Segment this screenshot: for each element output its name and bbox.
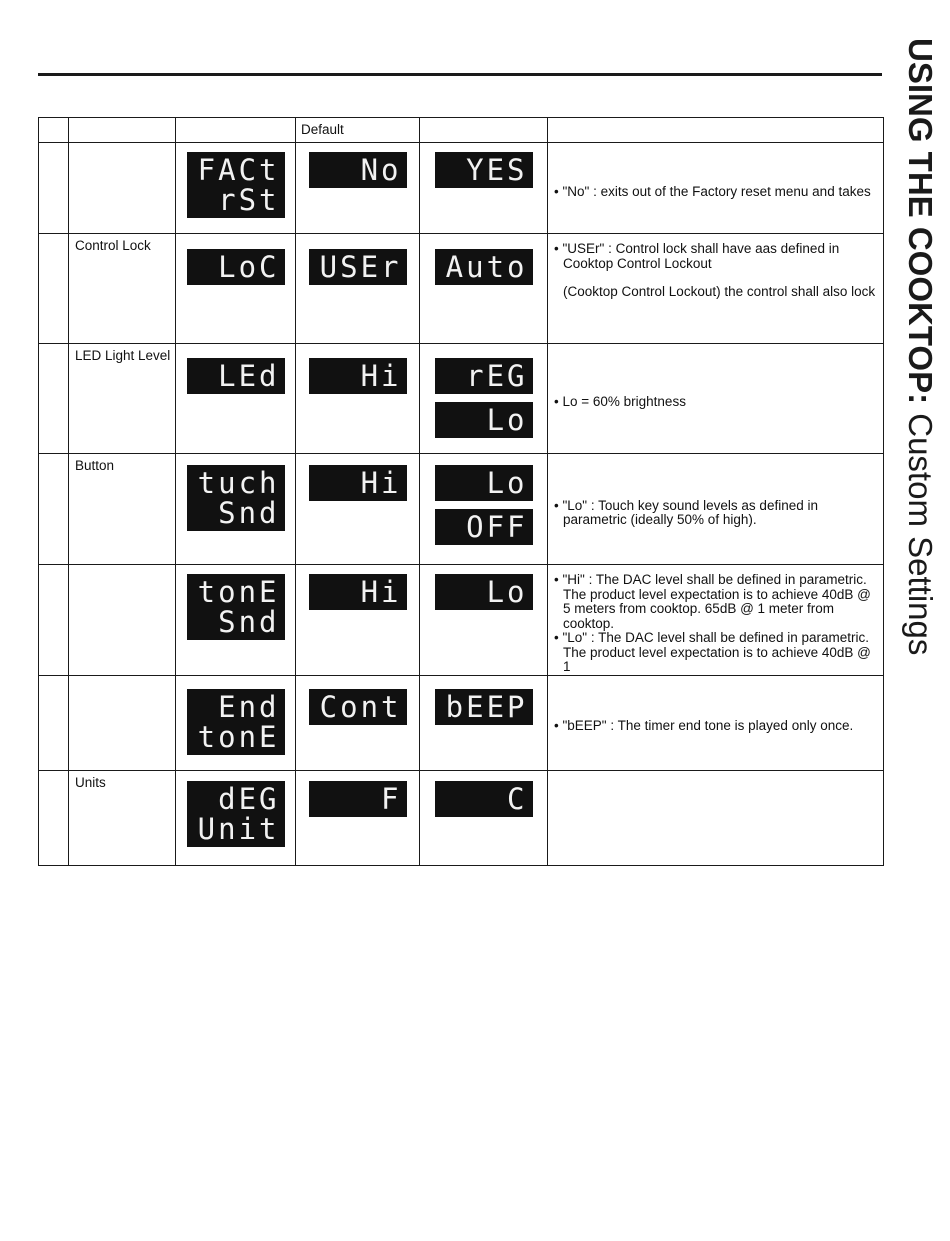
settings-table <box>38 117 884 866</box>
default-value-cell <box>296 143 420 234</box>
setting-name-cell <box>69 143 176 234</box>
description-cell <box>548 234 884 344</box>
default-value-display-line: Hi <box>360 575 402 609</box>
setting-code-display-line: Snd <box>218 496 280 530</box>
default-value-display-line: USEr <box>319 250 402 284</box>
description-gap <box>554 271 877 285</box>
setting-code-display <box>187 249 285 285</box>
setting-code-display <box>187 574 285 640</box>
header-cell <box>420 118 548 143</box>
table-row <box>39 344 884 454</box>
table-row <box>39 234 884 344</box>
header-cell <box>176 118 296 143</box>
setting-code-display <box>187 152 285 218</box>
setting-code-cell <box>176 234 296 344</box>
setting-name: Units <box>75 774 106 790</box>
setting-code-display-line: LoC <box>218 250 280 284</box>
option-values-cell <box>420 770 548 865</box>
default-value-display <box>309 152 407 188</box>
setting-code-wrap <box>176 152 295 218</box>
option-values-wrap <box>420 689 547 725</box>
table-body <box>39 143 884 866</box>
option-value-display-line: Lo <box>486 466 528 500</box>
default-value-cell <box>296 565 420 676</box>
setting-name-cell <box>69 770 176 865</box>
default-value-display <box>309 249 407 285</box>
option-value-display-line: OFF <box>466 510 528 544</box>
table-row <box>39 454 884 565</box>
description-bullet: • "No" : exits out of the Factory reset menu and takes <box>554 185 877 200</box>
option-value-display <box>435 509 533 545</box>
table-row <box>39 143 884 234</box>
option-values-wrap <box>420 249 547 285</box>
table-row <box>39 675 884 770</box>
option-values-wrap <box>420 358 547 438</box>
setting-code-display-line: Unit <box>197 811 280 846</box>
option-values-cell <box>420 344 548 454</box>
option-value-display <box>435 358 533 394</box>
option-value-display-line: C <box>507 781 528 816</box>
option-values-cell <box>420 565 548 676</box>
default-value-display-line: Cont <box>319 689 402 724</box>
row-index-cell <box>39 143 69 234</box>
setting-name-cell <box>69 565 176 676</box>
side-title-light-text: Custom Settings <box>902 413 939 656</box>
option-value-display <box>435 465 533 501</box>
option-value-display <box>435 249 533 285</box>
default-value-display <box>309 574 407 610</box>
option-value-display <box>435 402 533 438</box>
setting-code-wrap <box>176 574 295 640</box>
setting-code-display-line: dEG <box>218 781 280 816</box>
option-values-wrap <box>420 574 547 610</box>
default-value-display <box>309 465 407 501</box>
side-title <box>900 38 940 678</box>
option-value-display-line: YES <box>466 153 528 187</box>
setting-code-display-line: Snd <box>218 605 280 639</box>
setting-name-cell <box>69 454 176 565</box>
setting-name-cell <box>69 344 176 454</box>
default-value-wrap <box>296 465 419 501</box>
setting-code-display-line: tuch <box>197 466 280 500</box>
table-row <box>39 770 884 865</box>
setting-code-display-line: End <box>218 689 280 724</box>
default-value-cell <box>296 770 420 865</box>
description-note: (Cooktop Control Lockout) the control shall also lock <box>563 284 876 299</box>
default-value-display <box>309 358 407 394</box>
option-value-display-line: Auto <box>445 250 528 284</box>
row-index-cell <box>39 770 69 865</box>
setting-code-cell <box>176 675 296 770</box>
option-values-wrap <box>420 465 547 545</box>
setting-code-display <box>187 781 285 847</box>
option-values-cell <box>420 234 548 344</box>
default-value-display <box>309 689 407 725</box>
setting-name: Control Lock <box>75 238 151 253</box>
setting-code-cell <box>176 454 296 565</box>
description-cell <box>548 565 884 676</box>
option-values-wrap <box>420 152 547 188</box>
description-cell <box>548 143 884 234</box>
row-index-cell <box>39 565 69 676</box>
setting-code-display-line: FACt <box>197 153 280 187</box>
setting-name: LED Light Level <box>75 348 171 363</box>
description-bullet: • "bEEP" : The timer end tone is played only once. <box>554 719 877 734</box>
setting-name-cell <box>69 675 176 770</box>
setting-code-wrap <box>176 465 295 531</box>
top-rule <box>38 73 882 76</box>
option-value-display <box>435 574 533 610</box>
setting-code-wrap <box>176 358 295 394</box>
description-cell <box>548 770 884 865</box>
setting-code-wrap <box>176 781 295 847</box>
description-bullet: • "Lo" : The DAC level shall be defined in parametric. The product level expectation is to achieve 40dB @ 1 <box>554 631 877 675</box>
default-value-wrap <box>296 781 419 817</box>
row-index-cell <box>39 344 69 454</box>
option-value-display <box>435 689 533 725</box>
default-value-wrap <box>296 152 419 188</box>
setting-code-display-line: rSt <box>218 183 280 217</box>
default-value-display-line: Hi <box>360 466 402 500</box>
option-values-cell <box>420 454 548 565</box>
default-value-display-line: No <box>360 153 402 187</box>
description-cell <box>548 344 884 454</box>
description-cell <box>548 675 884 770</box>
description-bullet: • Lo = 60% brightness <box>554 395 877 410</box>
default-value-cell <box>296 675 420 770</box>
row-index-cell <box>39 454 69 565</box>
header-default-label: Default <box>301 122 344 137</box>
default-value-cell <box>296 454 420 565</box>
default-value-wrap <box>296 358 419 394</box>
option-values-cell <box>420 675 548 770</box>
setting-code-wrap <box>176 689 295 755</box>
option-value-display-line: rEG <box>466 359 528 393</box>
header-cell <box>548 118 884 143</box>
default-value-display-line: F <box>381 781 402 816</box>
side-title-bold: USING THE COOKTOP: <box>902 38 939 405</box>
option-values-cell <box>420 143 548 234</box>
option-value-display <box>435 152 533 188</box>
default-value-display-line: Hi <box>360 359 402 393</box>
default-value-wrap <box>296 689 419 725</box>
description-bullet: • "USEr" : Control lock shall have aas defined in Cooktop Control Lockout <box>554 242 877 271</box>
option-values-wrap <box>420 781 547 817</box>
setting-name: Button <box>75 458 115 473</box>
setting-code-cell <box>176 143 296 234</box>
setting-code-cell <box>176 565 296 676</box>
setting-code-display <box>187 358 285 394</box>
table-header-row <box>39 118 884 143</box>
setting-code-cell <box>176 770 296 865</box>
setting-name-cell <box>69 234 176 344</box>
setting-code-display-line: tonE <box>197 719 280 754</box>
default-value-wrap <box>296 574 419 610</box>
option-value-display-line: bEEP <box>445 689 528 724</box>
table-row <box>39 565 884 676</box>
description-bullet: • "Hi" : The DAC level shall be defined in parametric. The product level expectation is to achieve 40dB @ 5 meters from cooktop. 65dB @ 1 meter from cooktop. <box>554 573 877 631</box>
header-cell <box>39 118 69 143</box>
description-cell <box>548 454 884 565</box>
setting-code-display <box>187 465 285 531</box>
option-value-display-line: Lo <box>486 403 528 437</box>
option-value-display-line: Lo <box>486 575 528 609</box>
setting-code-wrap <box>176 249 295 285</box>
header-default <box>296 118 420 143</box>
default-value-display <box>309 781 407 817</box>
description-bullet: • "Lo" : Touch key sound levels as defined in parametric (ideally 50% of high). <box>554 499 877 528</box>
header-cell <box>69 118 176 143</box>
setting-code-display <box>187 689 285 755</box>
setting-code-display-line: tonE <box>197 575 280 609</box>
setting-code-cell <box>176 344 296 454</box>
row-index-cell <box>39 675 69 770</box>
default-value-cell <box>296 234 420 344</box>
default-value-wrap <box>296 249 419 285</box>
default-value-cell <box>296 344 420 454</box>
option-value-display <box>435 781 533 817</box>
row-index-cell <box>39 234 69 344</box>
setting-code-display-line: LEd <box>218 359 280 393</box>
